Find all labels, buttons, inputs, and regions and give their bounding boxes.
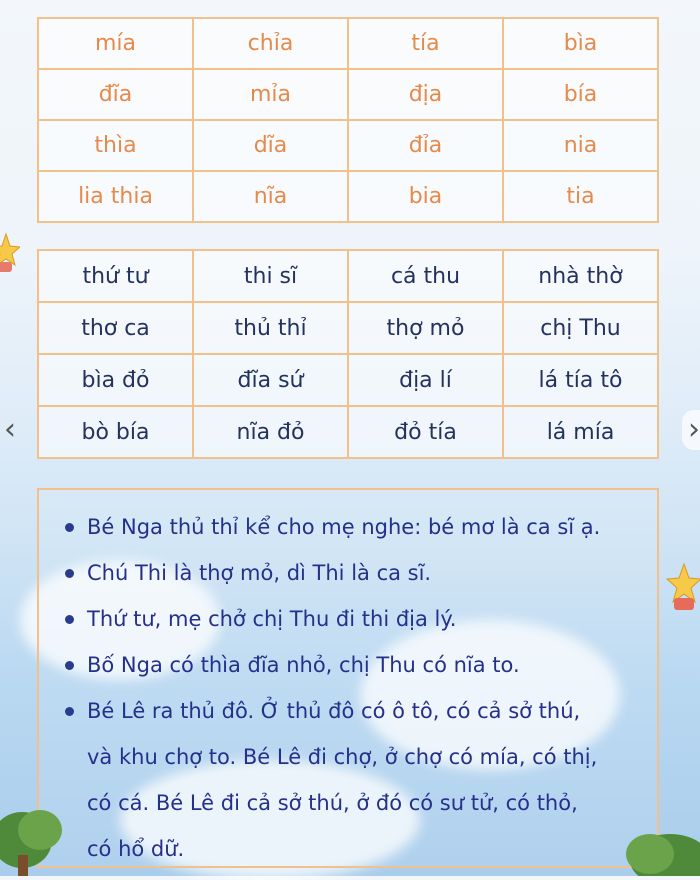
reading-item bbox=[65, 596, 633, 642]
table-row bbox=[38, 354, 658, 406]
reading-line: Bé Lê ra thủ đô. Ở thủ đô có ô tô, có cả sở thú, bbox=[87, 699, 581, 723]
reading-item bbox=[65, 642, 633, 688]
bullet-icon bbox=[65, 661, 74, 670]
reading-line: Chú Thi là thợ mỏ, dì Thi là ca sĩ. bbox=[87, 561, 432, 585]
tree-decoration bbox=[0, 800, 70, 876]
word-cell: bìa đỏ bbox=[38, 354, 193, 406]
syllable-cell: bía bbox=[503, 69, 658, 120]
word-cell: bò bía bbox=[38, 406, 193, 458]
syllable-cell: nĩa bbox=[193, 171, 348, 222]
table-row bbox=[38, 250, 658, 302]
bullet-icon bbox=[65, 523, 74, 532]
word-cell: đĩa sứ bbox=[193, 354, 348, 406]
word-cell: nhà thờ bbox=[503, 250, 658, 302]
word-cell: cá thu bbox=[348, 250, 503, 302]
syllable-cell: bìa bbox=[503, 18, 658, 69]
reading-line: Bố Nga có thìa đĩa nhỏ, chị Thu có nĩa to. bbox=[87, 653, 520, 677]
syllable-cell: mỉa bbox=[193, 69, 348, 120]
syllable-cell: địa bbox=[348, 69, 503, 120]
word-cell: thơ ca bbox=[38, 302, 193, 354]
star-icon bbox=[0, 232, 20, 276]
word-cell: đỏ tía bbox=[348, 406, 503, 458]
reading-list bbox=[39, 490, 657, 872]
syllable-cell: nia bbox=[503, 120, 658, 171]
table-row bbox=[38, 120, 658, 171]
word-cell: thứ tư bbox=[38, 250, 193, 302]
word-cell: chị Thu bbox=[503, 302, 658, 354]
syllable-cell: thìa bbox=[38, 120, 193, 171]
word-table bbox=[37, 249, 659, 459]
reading-line: có hổ dữ. bbox=[87, 837, 185, 861]
word-cell: lá mía bbox=[503, 406, 658, 458]
syllable-table bbox=[37, 17, 659, 223]
next-arrow-button[interactable]: › bbox=[682, 410, 700, 450]
reading-box bbox=[37, 488, 659, 868]
word-cell: thi sĩ bbox=[193, 250, 348, 302]
bullet-icon bbox=[65, 569, 74, 578]
reading-item bbox=[65, 504, 633, 550]
word-cell: thợ mỏ bbox=[348, 302, 503, 354]
table-row bbox=[38, 302, 658, 354]
tree-decoration bbox=[620, 830, 700, 876]
table-row bbox=[38, 406, 658, 458]
syllable-cell: tía bbox=[348, 18, 503, 69]
syllable-cell: lia thia bbox=[38, 171, 193, 222]
word-cell: nĩa đỏ bbox=[193, 406, 348, 458]
table-row bbox=[38, 69, 658, 120]
reading-line: Bé Nga thủ thỉ kể cho mẹ nghe: bé mơ là ca sĩ ạ. bbox=[87, 515, 601, 539]
syllable-cell: bia bbox=[348, 171, 503, 222]
star-icon bbox=[666, 562, 700, 614]
syllable-cell: đĩa bbox=[38, 69, 193, 120]
syllable-cell: tia bbox=[503, 171, 658, 222]
reading-item bbox=[65, 550, 633, 596]
reading-item bbox=[65, 688, 633, 872]
word-cell: lá tía tô bbox=[503, 354, 658, 406]
previous-arrow-button[interactable]: ‹ bbox=[4, 412, 16, 447]
word-cell: thủ thỉ bbox=[193, 302, 348, 354]
syllable-cell: dĩa bbox=[193, 120, 348, 171]
reading-line: Thứ tư, mẹ chở chị Thu đi thi địa lý. bbox=[87, 607, 457, 631]
bullet-icon bbox=[65, 707, 74, 716]
syllable-cell: mía bbox=[38, 18, 193, 69]
bullet-icon bbox=[65, 615, 74, 624]
syllable-cell: chỉa bbox=[193, 18, 348, 69]
syllable-cell: đỉa bbox=[348, 120, 503, 171]
table-row bbox=[38, 171, 658, 222]
table-row bbox=[38, 18, 658, 69]
word-cell: địa lí bbox=[348, 354, 503, 406]
reading-line: có cá. Bé Lê đi cả sở thú, ở đó có sư tử, có thỏ, bbox=[87, 791, 578, 815]
reading-line: và khu chợ to. Bé Lê đi chợ, ở chợ có mía, có thị, bbox=[87, 745, 598, 769]
